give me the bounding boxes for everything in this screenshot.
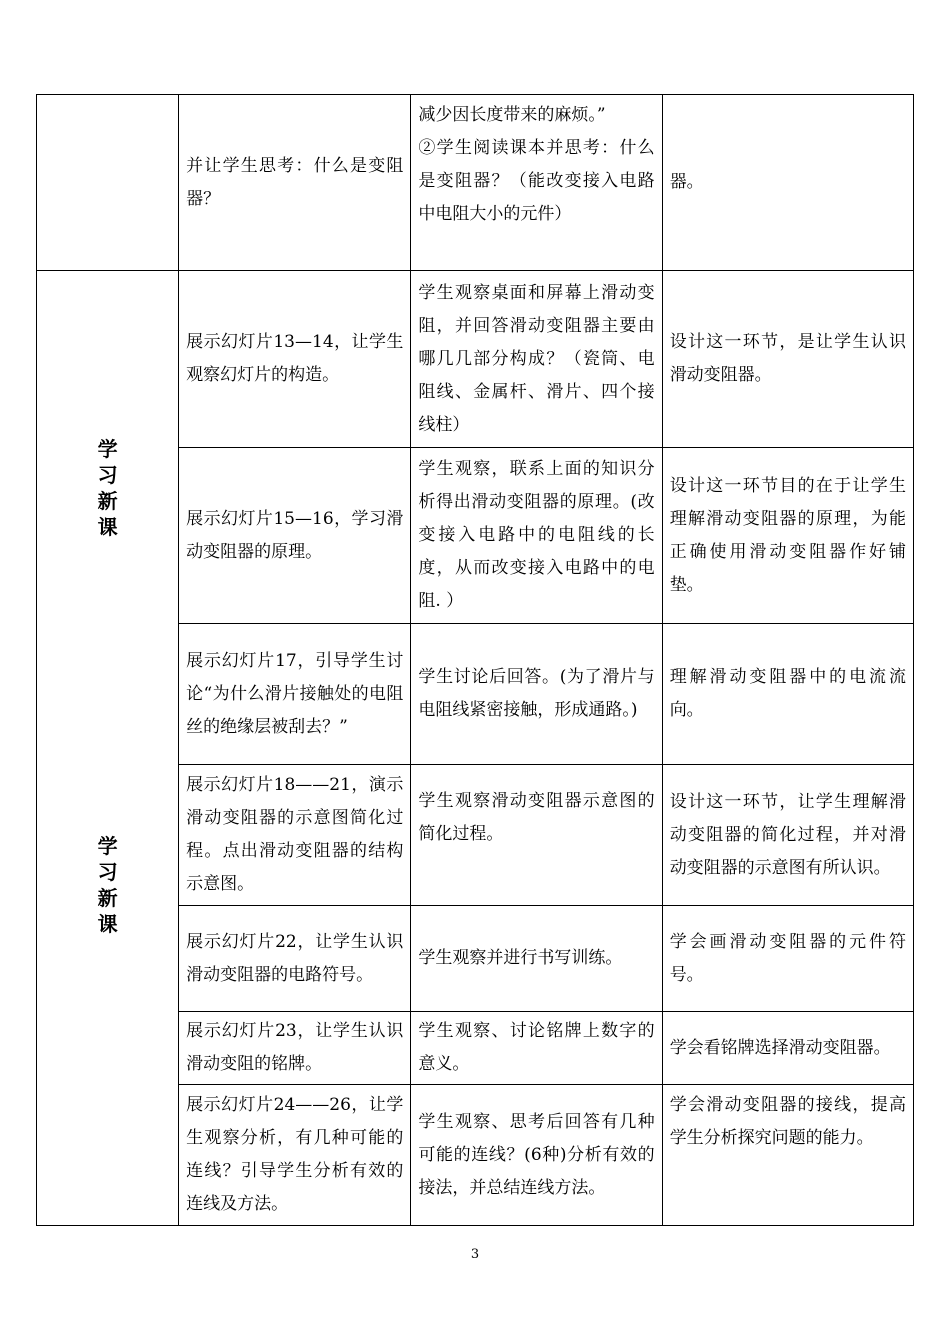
teacher-activity-cell: 并让学生思考：什么是变阻器？ [179,95,411,271]
section-cell [37,271,179,1226]
student-activity-cell: 学生观察，联系上面的知识分析得出滑动变阻器的原理。(改变接入电路中的电阻线的长度，从而改变接入电路中的电阻. ） [411,448,662,624]
teacher-activity-cell: 展示幻灯片18——21，演示滑动变阻器的示意图简化过程。点出滑动变阻器的结构示意图。 [179,765,411,906]
design-intent-cell: 设计这一环节目的在于让学生理解滑动变阻器的原理，为能正确使用滑动变阻器作好铺垫。 [662,448,913,624]
design-intent-cell: 学会看铭牌选择滑动变阻器。 [662,1012,913,1085]
teacher-activity-cell: 展示幻灯片13—14，让学生观察幻灯片的构造。 [179,271,411,448]
teacher-activity-cell: 展示幻灯片17，引导学生讨论“为什么滑片接触处的电阻丝的绝缘层被刮去？” [179,624,411,765]
teacher-activity-cell: 展示幻灯片24——26，让学生观察分析，有几种可能的连线？引导学生分析有效的连线及方法。 [179,1085,411,1226]
student-activity-line: ②学生阅读课本并思考：什么是变阻器？（能改变接入电路中电阻大小的元件） [418,138,655,224]
table-row [37,95,914,271]
student-activity-cell [411,95,662,271]
student-activity-line: 减少因长度带来的麻烦。” [418,105,606,125]
design-intent-cell: 设计这一环节，是让学生认识滑动变阻器。 [662,271,913,448]
student-activity-cell: 学生观察并进行书写训练。 [411,906,662,1012]
section-cell-empty [37,95,179,271]
teacher-activity-cell: 展示幻灯片23，让学生认识滑动变阻的铭牌。 [179,1012,411,1085]
student-activity-cell: 学生讨论后回答。(为了滑片与电阻线紧密接触，形成通路。) [411,624,662,765]
lesson-plan-table [36,94,914,1226]
section-label: 学 习 新 课 [97,834,118,936]
student-activity-cell: 学生观察滑动变阻器示意图的简化过程。 [411,765,662,906]
design-intent-cell: 理解滑动变阻器中的电流流向。 [662,624,913,765]
teacher-activity-cell: 展示幻灯片15—16，学习滑动变阻器的原理。 [179,448,411,624]
design-intent-cell: 器。 [662,95,913,271]
section-label: 学 习 新 课 [97,437,118,539]
teacher-activity-cell: 展示幻灯片22，让学生认识滑动变阻器的电路符号。 [179,906,411,1012]
student-activity-cell: 学生观察桌面和屏幕上滑动变阻，并回答滑动变阻器主要由哪几几部分构成？（瓷筒、电阻线、金属杆、滑片、四个接线柱） [411,271,662,448]
design-intent-cell: 学会画滑动变阻器的元件符号。 [662,906,913,1012]
table-row [37,271,914,448]
student-activity-cell: 学生观察、讨论铭牌上数字的意义。 [411,1012,662,1085]
design-intent-cell: 设计这一环节，让学生理解滑动变阻器的简化过程，并对滑动变阻器的示意图有所认识。 [662,765,913,906]
student-activity-cell: 学生观察、思考后回答有几种可能的连线？(6种)分析有效的接法，并总结连线方法。 [411,1085,662,1226]
page-number: 3 [470,1247,480,1262]
design-intent-cell: 学会滑动变阻器的接线，提高学生分析探究问题的能力。 [662,1085,913,1226]
